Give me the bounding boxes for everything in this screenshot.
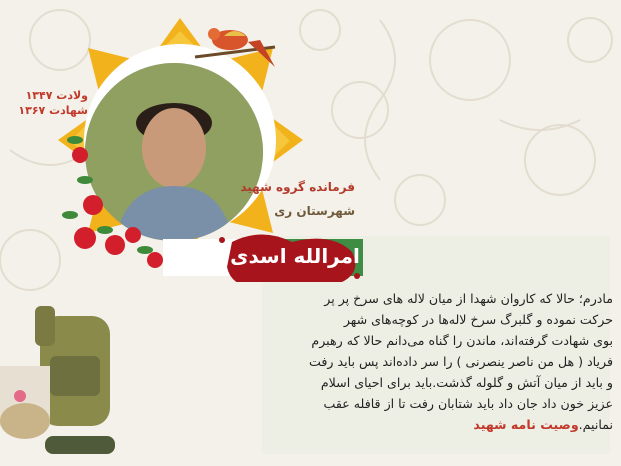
role-title: فرمانده گروه شهید (240, 180, 355, 194)
will-line: بوی شهادت گرفته‌اند، ماندن را گناه می‌دانم حالا که رهبرم (311, 333, 613, 348)
will-line: و باید از میان آتش و گلوله گذشت.باید برای احیای اسلام (320, 375, 613, 390)
rose-flowers (55, 120, 175, 270)
martyr-name: امرالله اسدی (230, 244, 360, 268)
will-line: فریاد ( هل من ناصر ینصرنی ) را سر داده‌اند پس باید رفت (309, 354, 613, 369)
will-line: مادرم؛ حالا که کاروان شهدا از میان لاله های سرخ پر پر (324, 291, 613, 306)
bird-illustration (190, 12, 280, 72)
will-text (268, 288, 613, 435)
birth-date: ولادت ۱۳۴۷ (25, 89, 88, 102)
will-last-line (268, 414, 613, 435)
city-label: شهرستان ری (274, 204, 355, 218)
will-source: وصیت نامه شهید (473, 417, 579, 432)
will-last-text: نمانیم. (578, 417, 613, 432)
will-line: عزیز خون داد جان داد باید شتابان رفت تا از قافله عقب (323, 396, 613, 411)
will-line: حرکت نموده و گلبرگ سرخ لاله‌ها در کوچه‌های شهر (343, 312, 613, 327)
dates-block (8, 88, 88, 118)
backpack-illustration (0, 296, 140, 466)
martyrdom-date: شهادت ۱۳۶۷ (18, 104, 88, 117)
